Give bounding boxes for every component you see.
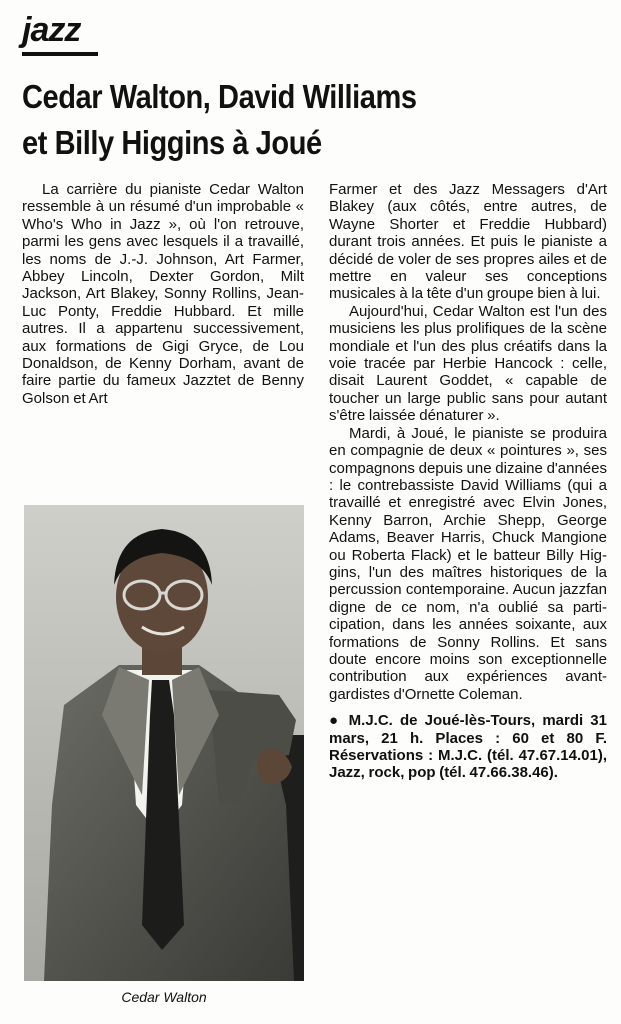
article-paragraph-2: Aujourd'hui, Cedar Walton est l'un des musiciens les plus prolifiques de la scène mondiale et l'un des plus créatifs dans la voie tracée par Herbie Hancock : celle, disait Laurent Goddet, « capable de toucher un large public sans pour autant s'être laissée dénaturer ». <box>329 302 607 425</box>
headline-line-1: Cedar Walton, David Williams <box>22 78 417 115</box>
portrait-photo <box>24 505 304 981</box>
headline <box>22 74 541 166</box>
practical-info: ● M.J.C. de Joué-lès-Tours, mardi 31 mars, 21 h. Places : 60 et 80 F. Réservations : M.J.C. (tél. 47.67.14.01), Jazz, rock, pop (tél. 47.66.38.46). <box>329 712 607 782</box>
section-rubric: jazz <box>22 11 81 49</box>
rubric-underline <box>22 52 98 56</box>
article-paragraph-1: La carrière du pianiste Cedar Walton ressemble à un résumé d'un improbable « Who's Who in Jazz », où l'on retrouve, parmi les gens avec lesquels il a travaillé, les noms de J.-J. Johnson, Art Farmer, Abbey Lincoln, Dexter Gordon, Milt Jackson, Art Blakey, Sonny Rollins, Jean-Luc Ponty, Freddie Hubbard. Et mille autres. Il a appartenu successivement, aux formations de Gigi Gryce, de Lou Donaldson, de Kenny Dorham, avant de faire partie du fameux Jazztet de Benny Golson et Art <box>22 181 304 407</box>
headline-line-2: et Billy Higgins à Joué <box>22 124 322 161</box>
article-paragraph-3: Mardi, à Joué, le pianiste se produira en compagnie de deux « pointures », ses compagnons depuis une dizaine d'années : le contrebassiste David Williams (qui a travaillé et enregistré avec Elvin Jones, Kenny Barron, Archie Shepp, George Adams, Beaver Harris, Chuck Mangione ou Roberta Flack) et le batteur Billy Higgins, l'un des maîtres historiques de la percussion contemporaine. Aucun jazzfan digne de ce nom, n'a oublié sa participation, dans les années soixante, aux formations de Sonny Rollins. Et sans doute encore moins son exceptionnelle contribution aux expériences avant-gardistes d'Ornette Coleman. <box>329 424 607 703</box>
article-paragraph-1-continued: Farmer et des Jazz Messagers d'Art Blakey (aux côtés, entre autres, de Wayne Shorter et Freddie Hubbard) durant trois années. Et puis le pianiste a décidé de voler de ses propres ailes et de mettre en valeur ses conceptions musicales à la tête d'un groupe bien à lui. <box>329 181 607 303</box>
photo-caption: Cedar Walton <box>121 989 207 1005</box>
article-column-right <box>329 181 607 782</box>
article-column-left <box>22 181 304 407</box>
